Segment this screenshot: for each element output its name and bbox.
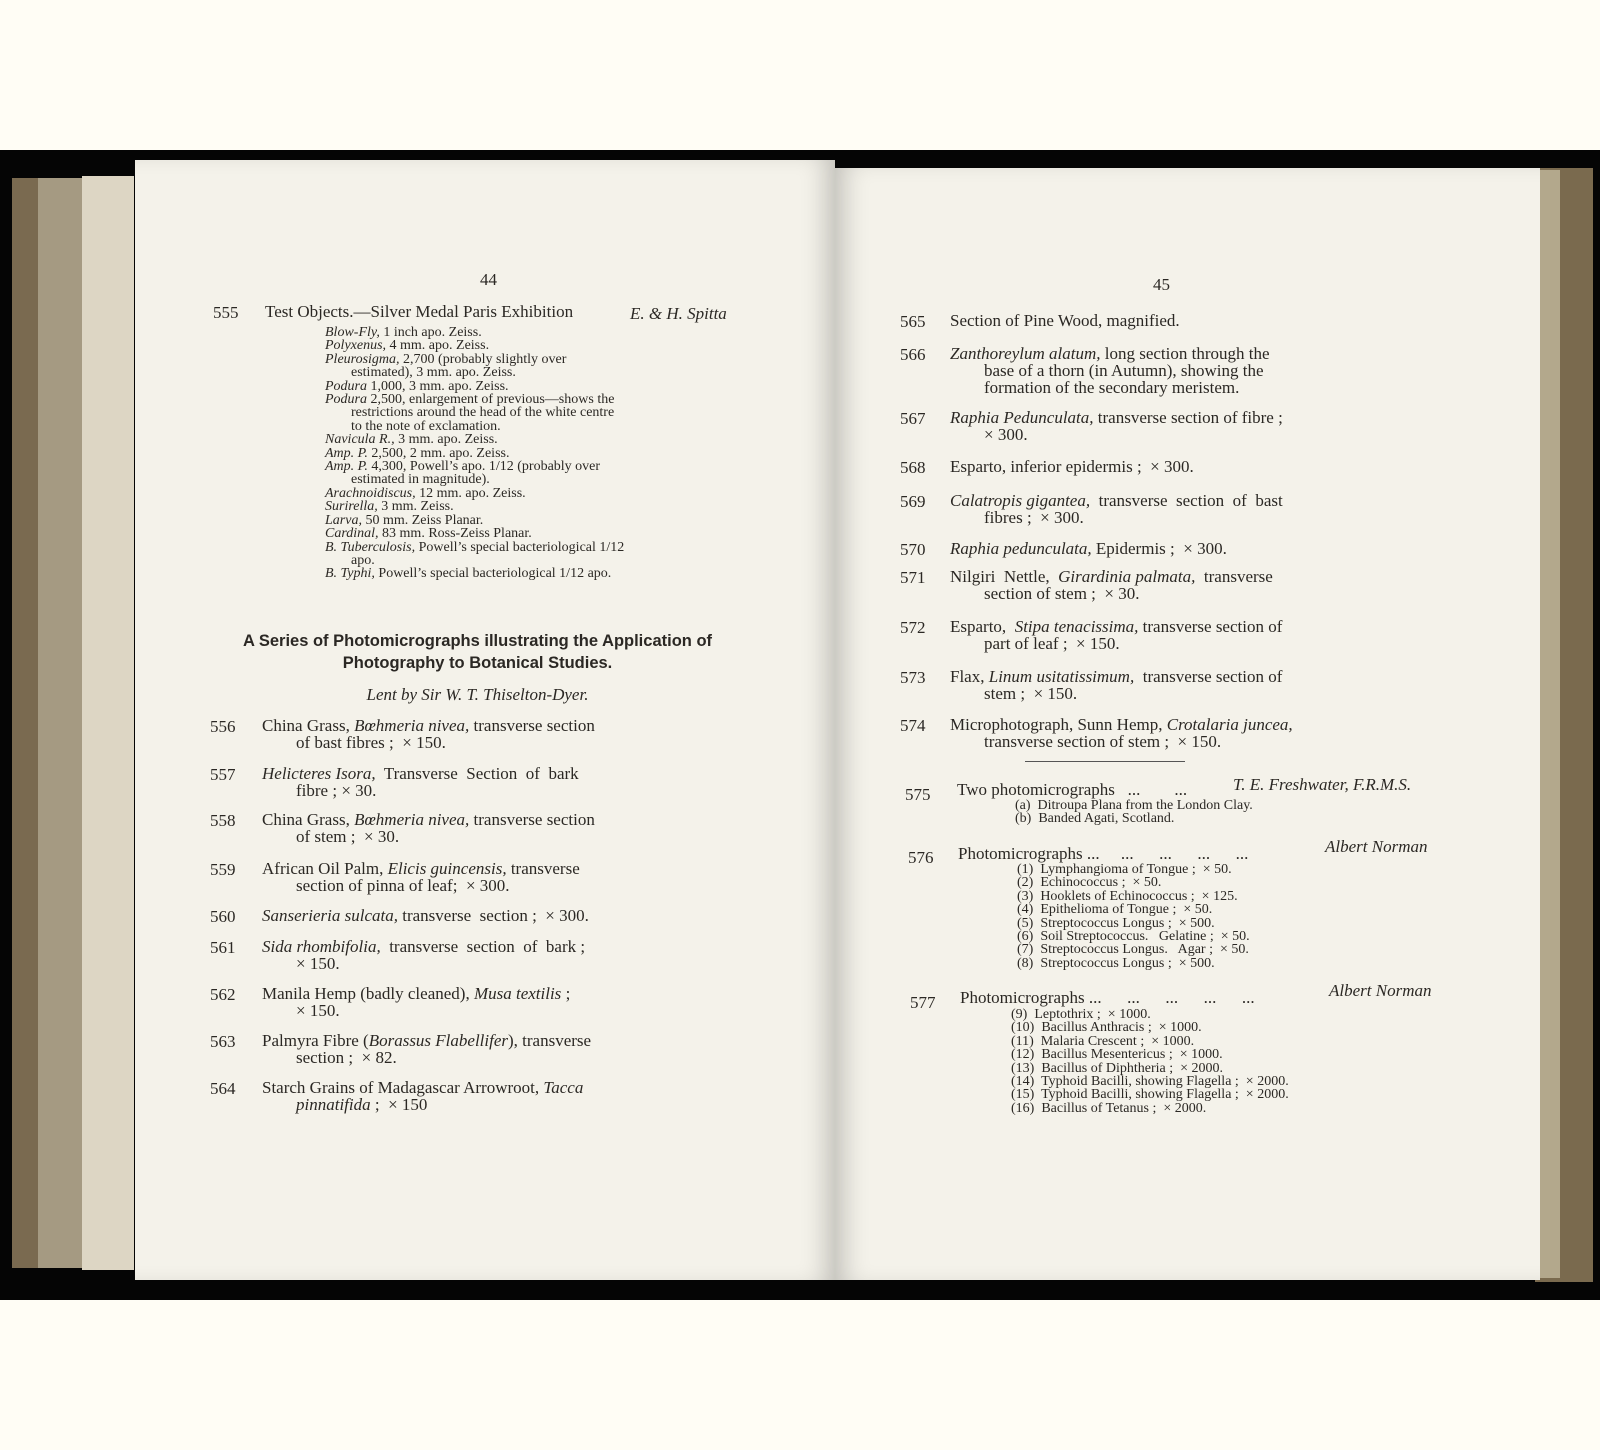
specimen-detail: 3 mm. apo. Zeiss.	[394, 432, 498, 448]
entry-number: 566	[900, 345, 926, 364]
entry-text: Flax,	[950, 667, 989, 686]
test-object-item	[325, 353, 625, 380]
section-heading: A Series of Photomicrographs illustrating the Application of Photography to Botanical Studies.	[242, 632, 713, 672]
specimen-name: Polyxenus,	[325, 338, 387, 354]
test-object-item	[325, 380, 625, 393]
specimen-detail: 4 mm. apo. Zeiss.	[386, 338, 490, 354]
lender-name: T. E. Freshwater, F.R.M.S.	[1233, 775, 1412, 794]
entry-line	[950, 312, 1430, 329]
entry-title: Photomicrographs ... ... ... ... ...	[960, 988, 1255, 1007]
specimen-detail: 1,000, 3 mm. apo. Zeiss.	[367, 378, 509, 394]
entry-description	[950, 492, 1430, 526]
entry-text: × 300.	[984, 425, 1028, 444]
sub-list-item: (10) Bacillus Anthracis ; × 1000.	[1011, 1020, 1202, 1036]
sub-list-item: (13) Bacillus of Diphtheria ; × 2000.	[1011, 1060, 1224, 1076]
sub-list	[1017, 863, 1377, 970]
entry-line	[950, 568, 1430, 585]
specimen-detail: 83 mm. Ross-Zeiss Planar.	[378, 526, 532, 542]
entry-text: transverse section of	[1138, 617, 1283, 636]
page-number: 44	[480, 270, 497, 289]
specimen-detail: 2,500, enlargement of previous—shows the restrictions around the head of the white centre to the note of exclamation.	[351, 392, 615, 434]
test-object-item	[325, 447, 625, 460]
entry-description	[950, 668, 1430, 702]
entry-line	[262, 1002, 782, 1019]
entry-number: 565	[900, 312, 926, 331]
entry-number: 576	[908, 848, 934, 867]
specimen-detail: 2,700 (probably slightly over estimated), 3 mm. apo. Zeiss.	[351, 351, 567, 381]
entry-number: 559	[210, 860, 236, 879]
entry-text: China Grass,	[262, 810, 355, 829]
entry-text: Section of Pine Wood, magnified.	[950, 311, 1180, 330]
entry-line	[262, 938, 782, 955]
entry-number: 564	[210, 1079, 236, 1098]
test-object-list	[325, 326, 625, 581]
specimen-name: Podura	[325, 378, 367, 394]
specimen-detail: Powell’s special bacteriological 1/12 apo.	[374, 566, 612, 582]
specimen-detail: 1 inch apo. Zeiss.	[379, 325, 482, 340]
entry-description	[262, 860, 782, 894]
species-name: Bœhmeria nivea,	[354, 716, 470, 735]
sub-list-item: (14) Typhoid Bacilli, showing Flagella ; × 2000.	[1011, 1074, 1289, 1090]
entry-line	[950, 426, 1430, 443]
species-name: Sida rhombifolia,	[262, 937, 381, 956]
entry-number: 560	[210, 907, 236, 926]
entry-text: African Oil Palm,	[262, 859, 388, 878]
entry-number: 575	[905, 785, 931, 804]
entry-line	[950, 379, 1430, 396]
entry-text: × 150.	[296, 1001, 340, 1020]
specimen-name: Amp. P.	[325, 445, 368, 461]
entry-text: base of a thorn (in Autumn), showing the	[984, 361, 1264, 380]
test-object-item	[325, 487, 625, 500]
entry-line	[950, 492, 1430, 509]
test-object-item	[325, 514, 625, 527]
entry-description	[262, 1032, 782, 1066]
sub-list	[1011, 1008, 1391, 1115]
entry-text: transverse section of	[1134, 667, 1283, 686]
sub-list-item: (11) Malaria Crescent ; × 1000.	[1011, 1033, 1195, 1049]
sub-list-item: (1) Lymphangioma of Tongue ; × 50.	[1017, 862, 1232, 877]
entry-text: stem ; × 150.	[984, 684, 1078, 703]
test-object-item	[325, 326, 625, 339]
entry-number: 573	[900, 668, 926, 687]
entry-text: Starch Grains of Madagascar Arrowroot,	[262, 1078, 544, 1097]
entry-line	[950, 716, 1430, 733]
entry-description	[262, 717, 782, 751]
test-object-item	[325, 460, 625, 487]
entry-line	[950, 362, 1430, 379]
entry-text: of bast fibres ; × 150.	[296, 733, 446, 752]
sub-list-item: (3) Hooklets of Echinococcus ; × 125.	[1017, 888, 1238, 904]
species-name: Calatropis gigantea,	[950, 491, 1091, 510]
entry-line	[262, 985, 782, 1002]
specimen-name: B. Tuberculosis,	[325, 539, 416, 555]
lender-name: E. & H. Spitta	[630, 304, 727, 323]
book-edge-right-pages	[1538, 170, 1560, 1278]
entry-line	[950, 635, 1430, 652]
left-page	[135, 160, 835, 1280]
entry-number: 574	[900, 716, 926, 735]
specimen-detail: 4,300, Powell’s apo. 1/12 (probably over estimated in magnitude).	[351, 459, 601, 488]
entry-text: section of stem ; × 30.	[984, 584, 1140, 603]
entry-text: Epidermis ; × 300.	[1091, 539, 1227, 558]
entry-text: fibres ; × 300.	[984, 508, 1084, 527]
species-name: Stipa tenacissima,	[1014, 617, 1139, 636]
sub-list-item: (5) Streptococcus Longus ; × 500.	[1017, 915, 1215, 931]
test-object-item	[325, 567, 625, 580]
test-object-item	[325, 339, 625, 352]
entry-number: 556	[210, 717, 236, 736]
species-name: Musa textilis	[473, 984, 562, 1003]
book-edge-left-pages	[38, 178, 82, 1268]
species-name: Helicteres Isora,	[262, 764, 376, 783]
entry-line	[950, 685, 1430, 702]
sub-list-item: (6) Soil Streptococcus. Gelatine ; × 50.	[1017, 929, 1250, 945]
sub-list	[1015, 799, 1375, 826]
lender-name: Albert Norman	[1325, 837, 1428, 856]
entry-text: × 150.	[296, 954, 340, 973]
entry-number: 572	[900, 618, 926, 637]
test-object-item	[325, 527, 625, 540]
sub-list-item: (16) Bacillus of Tetanus ; × 2000.	[1011, 1100, 1207, 1116]
entry-number: 569	[900, 492, 926, 511]
section-rule	[1025, 761, 1185, 762]
species-name: Raphia Pedunculata,	[950, 408, 1094, 427]
entry-line	[950, 668, 1430, 685]
species-name: Elicis guincensis,	[387, 859, 507, 878]
entry-number: 557	[210, 765, 236, 784]
sub-list-item: (8) Streptococcus Longus ; × 500.	[1017, 955, 1215, 971]
entry-line	[262, 782, 782, 799]
entry-line	[262, 811, 782, 828]
entry-text: ), transverse	[508, 1031, 592, 1050]
entry-text: long section through the	[1100, 344, 1270, 363]
entry-line	[262, 860, 782, 877]
species-name: Bœhmeria nivea,	[354, 810, 470, 829]
entry-text: China Grass,	[262, 716, 355, 735]
specimen-name: Arachnoidiscus,	[325, 485, 416, 501]
entry-description	[262, 1079, 782, 1113]
entry-text: ;	[561, 984, 571, 1003]
entry-line	[262, 717, 782, 734]
entry-number: 568	[900, 458, 926, 477]
specimen-detail: 2,500, 2 mm. apo. Zeiss.	[367, 445, 510, 461]
entry-text: Nilgiri Nettle,	[950, 567, 1059, 586]
entry-text: section of pinna of leaf; × 300.	[296, 876, 510, 895]
species-name: Girardinia palmata,	[1058, 567, 1196, 586]
entry-text: ; × 150	[370, 1095, 428, 1114]
entry-line	[262, 1032, 782, 1049]
entry-description	[950, 568, 1430, 602]
entry-line	[950, 733, 1430, 750]
entry-description	[950, 458, 1430, 475]
entry-description	[950, 540, 1430, 557]
entry-text: Esparto,	[950, 617, 1015, 636]
entry-title: Test Objects.—Silver Medal Paris Exhibition	[265, 302, 574, 321]
species-name: Sanserieria sulcata,	[262, 906, 398, 925]
book-edge-left-leaves	[82, 176, 134, 1270]
species-name: Borassus Flabellifer	[368, 1031, 509, 1050]
right-page	[835, 168, 1540, 1280]
test-object-item	[325, 541, 625, 568]
entry-text: transverse section	[469, 810, 595, 829]
entry-text: transverse section of fibre ;	[1093, 408, 1283, 427]
test-object-item	[325, 393, 625, 433]
specimen-detail: 12 mm. apo. Zeiss.	[415, 485, 526, 501]
entry-number: 558	[210, 811, 236, 830]
entry-text: transverse section	[469, 716, 595, 735]
entry-text: formation of the secondary meristem.	[984, 378, 1240, 397]
entry-text: transverse section of bark ;	[380, 937, 586, 956]
entry-line	[950, 540, 1430, 557]
test-object-item	[325, 500, 625, 513]
entry-text: transverse section ; × 300.	[398, 906, 589, 925]
specimen-name: Larva,	[325, 512, 362, 528]
entry-text: section ; × 82.	[296, 1048, 397, 1067]
entry-line	[262, 955, 782, 972]
entry-line	[262, 1096, 782, 1113]
specimen-name: B. Typhi,	[325, 566, 375, 582]
lent-by-line: Lent by Sir W. T. Thiselton-Dyer.	[366, 685, 589, 704]
entry-title: Two photomicrographs ... ...	[957, 780, 1188, 799]
specimen-name: Navicula R.,	[325, 432, 395, 448]
species-name: Tacca	[543, 1078, 584, 1097]
entry-text: transverse section of stem ; × 150.	[984, 732, 1222, 751]
entry-text: Microphotograph, Sunn Hemp,	[950, 715, 1167, 734]
entry-text: Esparto, inferior epidermis ; × 300.	[950, 457, 1194, 476]
lender-name: Albert Norman	[1329, 981, 1432, 1000]
entry-line	[950, 509, 1430, 526]
entry-text: part of leaf ; × 150.	[984, 634, 1120, 653]
entry-description	[262, 985, 782, 1019]
entry-description	[950, 312, 1430, 329]
sub-list-item: (9) Leptothrix ; × 1000.	[1011, 1007, 1151, 1022]
entry-text: Manila Hemp (badly cleaned),	[262, 984, 474, 1003]
entry-description	[950, 345, 1430, 396]
entry-number: 567	[900, 409, 926, 428]
entry-description	[950, 716, 1430, 750]
specimen-detail: Powell’s special bacteriological 1/12 apo.	[351, 539, 625, 568]
entry-text: transverse	[1195, 567, 1273, 586]
specimen-detail: 3 mm. Zeiss.	[377, 499, 454, 515]
entry-line	[262, 765, 782, 782]
sub-list-item: (7) Streptococcus Longus. Agar ; × 50.	[1017, 942, 1249, 958]
entry-description	[262, 907, 782, 924]
species-name: Zanthoreylum alatum,	[950, 344, 1101, 363]
specimen-detail: 50 mm. Zeiss Planar.	[361, 512, 484, 528]
specimen-name: Pleurosigma,	[325, 351, 400, 367]
specimen-name: Surirella,	[325, 499, 378, 515]
entry-number: 563	[210, 1032, 236, 1051]
entry-number: 577	[910, 993, 936, 1012]
sub-list-item: (b) Banded Agati, Scotland.	[1015, 811, 1175, 827]
page-number: 45	[1153, 275, 1170, 294]
specimen-name: Cardinal,	[325, 526, 379, 542]
entry-text: Transverse Section of bark	[375, 764, 579, 783]
test-object-item	[325, 433, 625, 446]
sub-list-item: (12) Bacillus Mesentericus ; × 1000.	[1011, 1047, 1223, 1063]
entry-text: of stem ; × 30.	[296, 827, 400, 846]
sub-list-item: (a) Ditroupa Plana from the London Clay.	[1015, 798, 1253, 813]
entry-text: fibre ; × 30.	[296, 781, 377, 800]
entry-line	[950, 618, 1430, 635]
entry-text: transverse section of bast	[1090, 491, 1283, 510]
entry-line	[262, 1049, 782, 1066]
species-name: Linum usitatissimum,	[988, 667, 1135, 686]
entry-line	[262, 907, 782, 924]
entry-description	[262, 938, 782, 972]
sub-list-item: (15) Typhoid Bacilli, showing Flagella ; × 2000.	[1011, 1087, 1289, 1103]
entry-number: 570	[900, 540, 926, 559]
specimen-name: Podura	[325, 392, 367, 408]
entry-line	[950, 585, 1430, 602]
specimen-name: Blow-Fly,	[325, 325, 380, 340]
entry-description	[950, 409, 1430, 443]
specimen-name: Amp. P.	[325, 459, 368, 475]
species-name: Raphia pedunculata,	[950, 539, 1092, 558]
entry-description	[262, 765, 782, 799]
entry-number: 555	[213, 303, 239, 322]
species-name: pinnatifida	[296, 1095, 371, 1114]
entry-number: 571	[900, 568, 926, 587]
entry-number: 561	[210, 938, 236, 957]
entry-title: Photomicrographs ... ... ... ... ...	[958, 844, 1249, 863]
entry-line	[262, 828, 782, 845]
entry-line	[950, 458, 1430, 475]
entry-line	[262, 1079, 782, 1096]
entry-text: Palmyra Fibre (	[262, 1031, 369, 1050]
entry-line	[262, 877, 782, 894]
entry-text: transverse	[506, 859, 580, 878]
entry-description	[950, 618, 1430, 652]
entry-description	[262, 811, 782, 845]
entry-line	[950, 409, 1430, 426]
species-name: Crotalaria juncea,	[1166, 715, 1293, 734]
entry-number: 562	[210, 985, 236, 1004]
entry-line	[262, 734, 782, 751]
sub-list-item: (2) Echinococcus ; × 50.	[1017, 875, 1162, 891]
entry-line	[950, 345, 1430, 362]
sub-list-item: (4) Epithelioma of Tongue ; × 50.	[1017, 902, 1213, 918]
